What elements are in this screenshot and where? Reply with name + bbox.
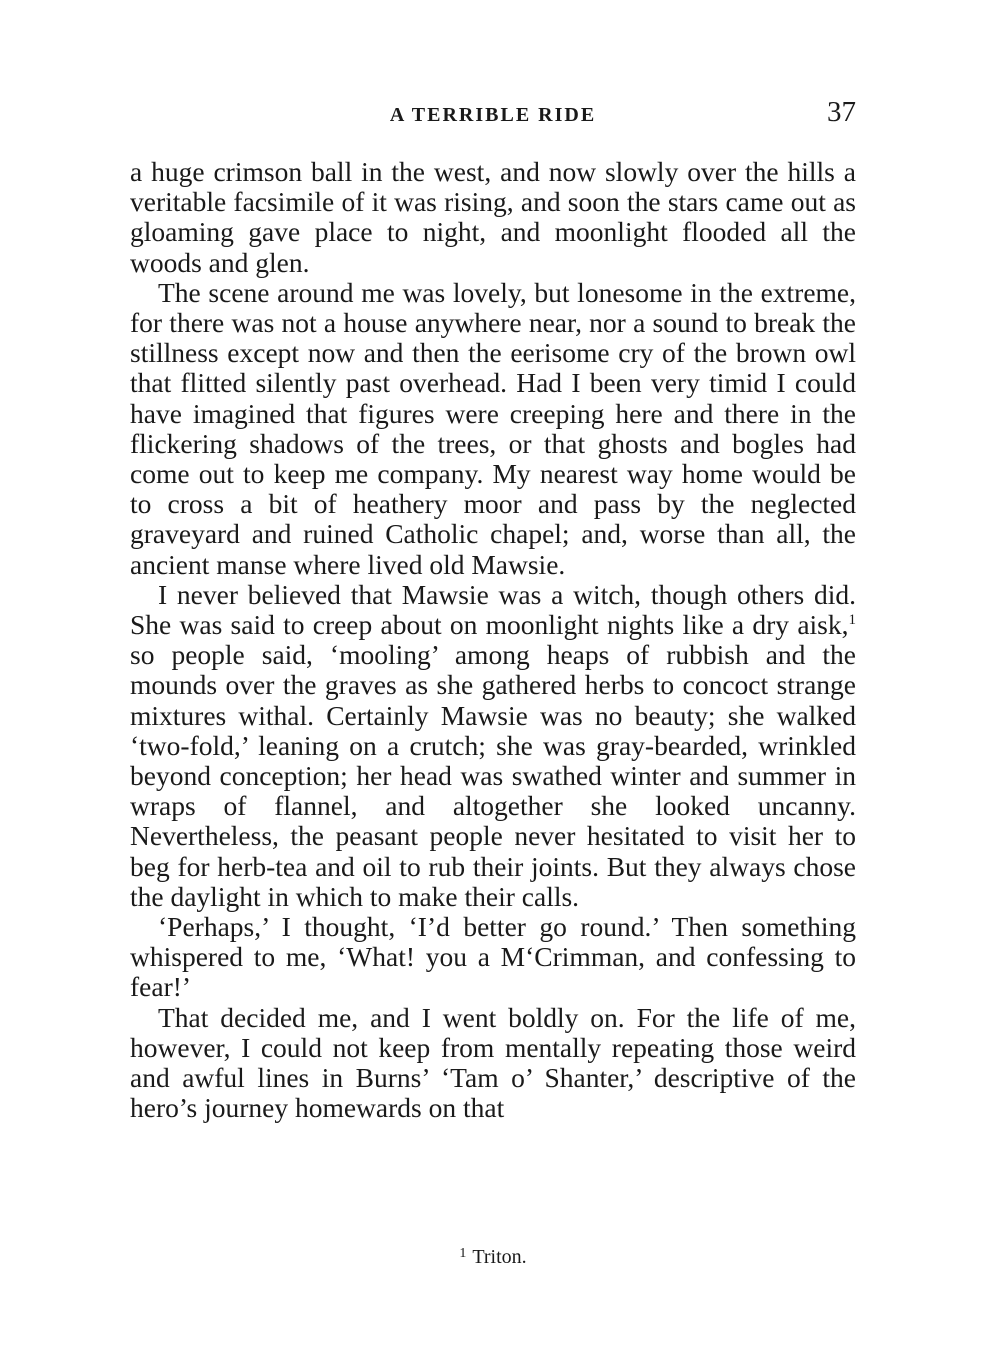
page-number: 37 xyxy=(827,96,856,128)
body-text xyxy=(130,157,856,1124)
paragraph-5: That decided me, and I went boldly on. For the life of me, however, I could not keep from mentally repeating those weird and awful lines in Burns’ ‘Tam o’ Shanter,’ descriptive of the hero’s journey homewards on that xyxy=(130,1001,856,1124)
footnote xyxy=(130,1246,856,1269)
page-header xyxy=(130,96,856,136)
paragraph-3-text-a: I never believed that Mawsie was a witch, though others did. She was said to creep about on moonlight nights like a dry aisk, xyxy=(130,578,856,641)
footnote-mark: 1 xyxy=(459,1246,467,1261)
paragraph-3-text-b: so people said, ‘mooling’ among heaps of rubbish and the mounds over the graves as she gathered herbs to concoct strange mixtures withal. Certainly Mawsie was no beauty; she walked ‘two-fold,’ leaning on a crutch; she was gray-bearded, wrinkled beyond conception; her head was swathed winter and summer in wraps of flannel, and altogether she looked uncanny. Nevertheless, the peasant people never hesitated to visit her to beg for herb-tea and oil to rub their joints. But they always chose the daylight in which to make their calls. xyxy=(130,639,856,912)
footnote-text: Triton. xyxy=(472,1246,527,1268)
paragraph-3 xyxy=(130,580,856,912)
paragraph-4: ‘Perhaps,’ I thought, ‘I’d better go round.’ Then something whispered to me, ‘What! you a M‘Crimman, and confessing to fear!’ xyxy=(130,911,856,1003)
paragraph-1: a huge crimson ball in the west, and now slowly over the hills a veritable facsimile of it was rising, and soon the stars came out as gloaming gave place to night, and moonlight flooded all the woods and glen. xyxy=(130,156,856,278)
paragraph-2: The scene around me was lovely, but lonesome in the extreme, for there was not a house anywhere near, nor a sound to break the stillness except now and then the eerisome cry of the brown owl that flitted silently past overhead. Had I been very timid I could have imagined that figures were creeping here and there in the flickering shadows of the trees, or that ghosts and bogles had come out to keep me company. My nearest way home would be to cross a bit of heathery moor and pass by the neglected graveyard and ruined Catholic chapel; and, worse than all, the ancient manse where lived old Mawsie. xyxy=(130,276,856,580)
footnote-reference: 1 xyxy=(848,612,856,629)
running-title: A TERRIBLE RIDE xyxy=(389,104,597,126)
